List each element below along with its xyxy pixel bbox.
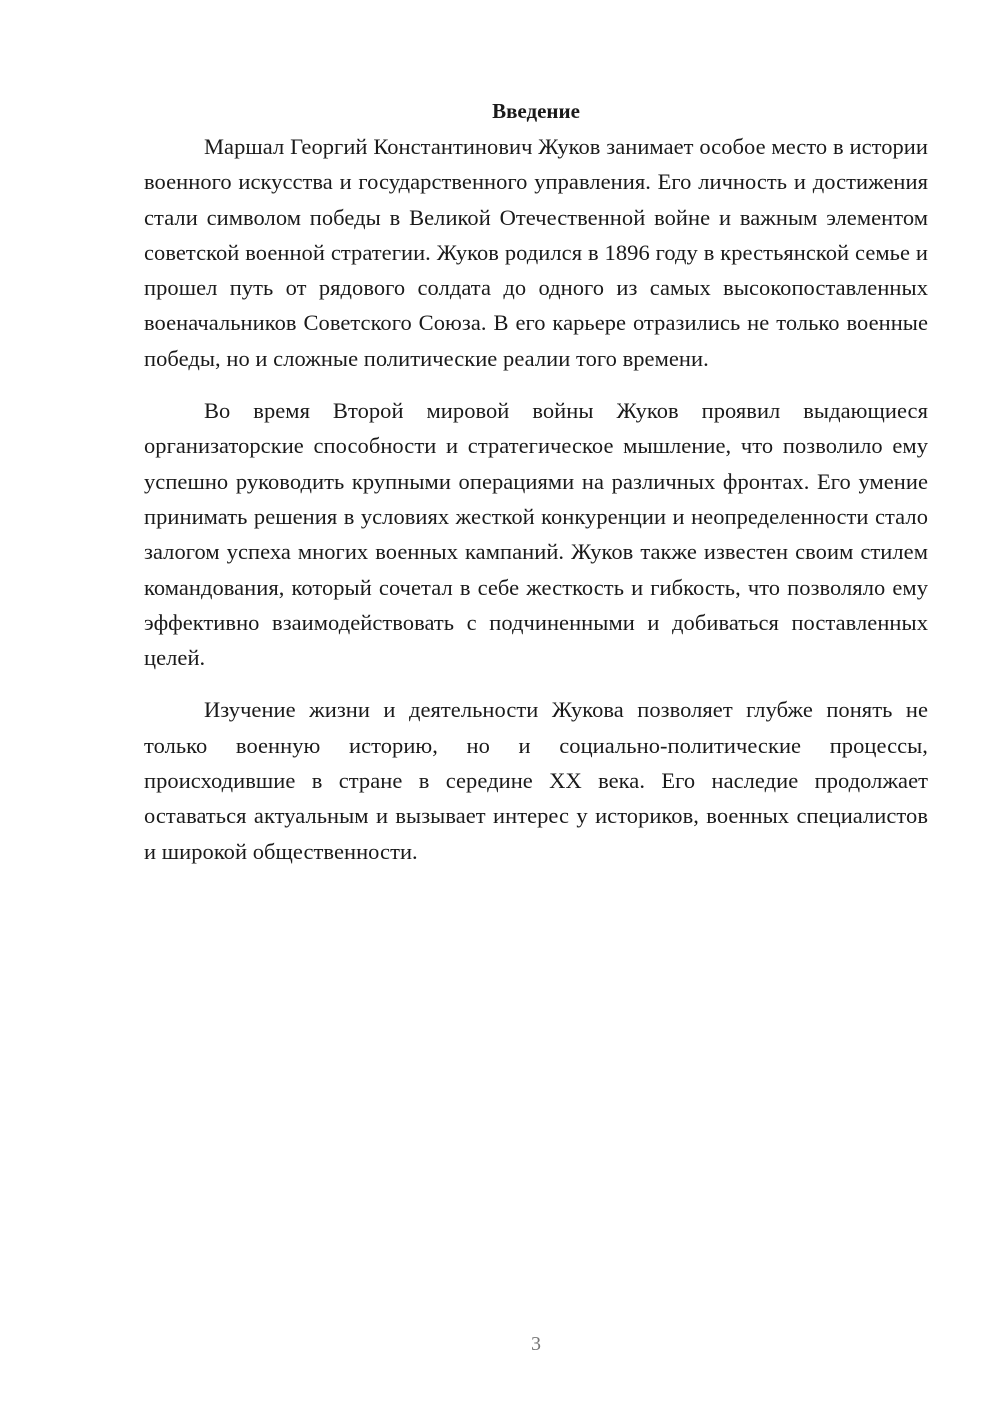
paragraph-1: Маршал Георгий Константинович Жуков занимает особое место в истории военного искусства и государственного управления. Его личность и достижения стали символом победы в Великой Отечественной войне и важным элементом советской военной стратегии. Жуков родился в 1896 году в крестьянской семье и прошел путь от рядового солдата до одного из самых высокопоставленных военачальников Советского Союза. В его карьере отразились не только военные победы, но и сложные политические реалии того времени. <box>144 134 928 371</box>
page-number: 3 <box>531 1333 541 1355</box>
paragraph-2: Во время Второй мировой войны Жуков проявил выдающиеся организаторские способности и стратегическое мышление, что позволило ему успешно руководить крупными операциями на различных фронтах. Его умение принимать решения в условиях жесткой конкуренции и неопределенности стало залогом успеха многих военных кампаний. Жуков также известен своим стилем командования, который сочетал в себе жесткость и гибкость, что позволяло ему эффективно взаимодействовать с подчиненными и добиваться поставленных целей. <box>144 398 928 671</box>
paragraph-3: Изучение жизни и деятельности Жукова позволяет глубже понять не только военную историю, но и социально-политические процессы, происходившие в стране в середине XX века. Его наследие продолжает оставаться актуальным и вызывает интерес у историков, военных специалистов и широкой общественности. <box>144 697 928 864</box>
page-content <box>144 96 928 886</box>
section-heading: Введение <box>492 99 580 123</box>
